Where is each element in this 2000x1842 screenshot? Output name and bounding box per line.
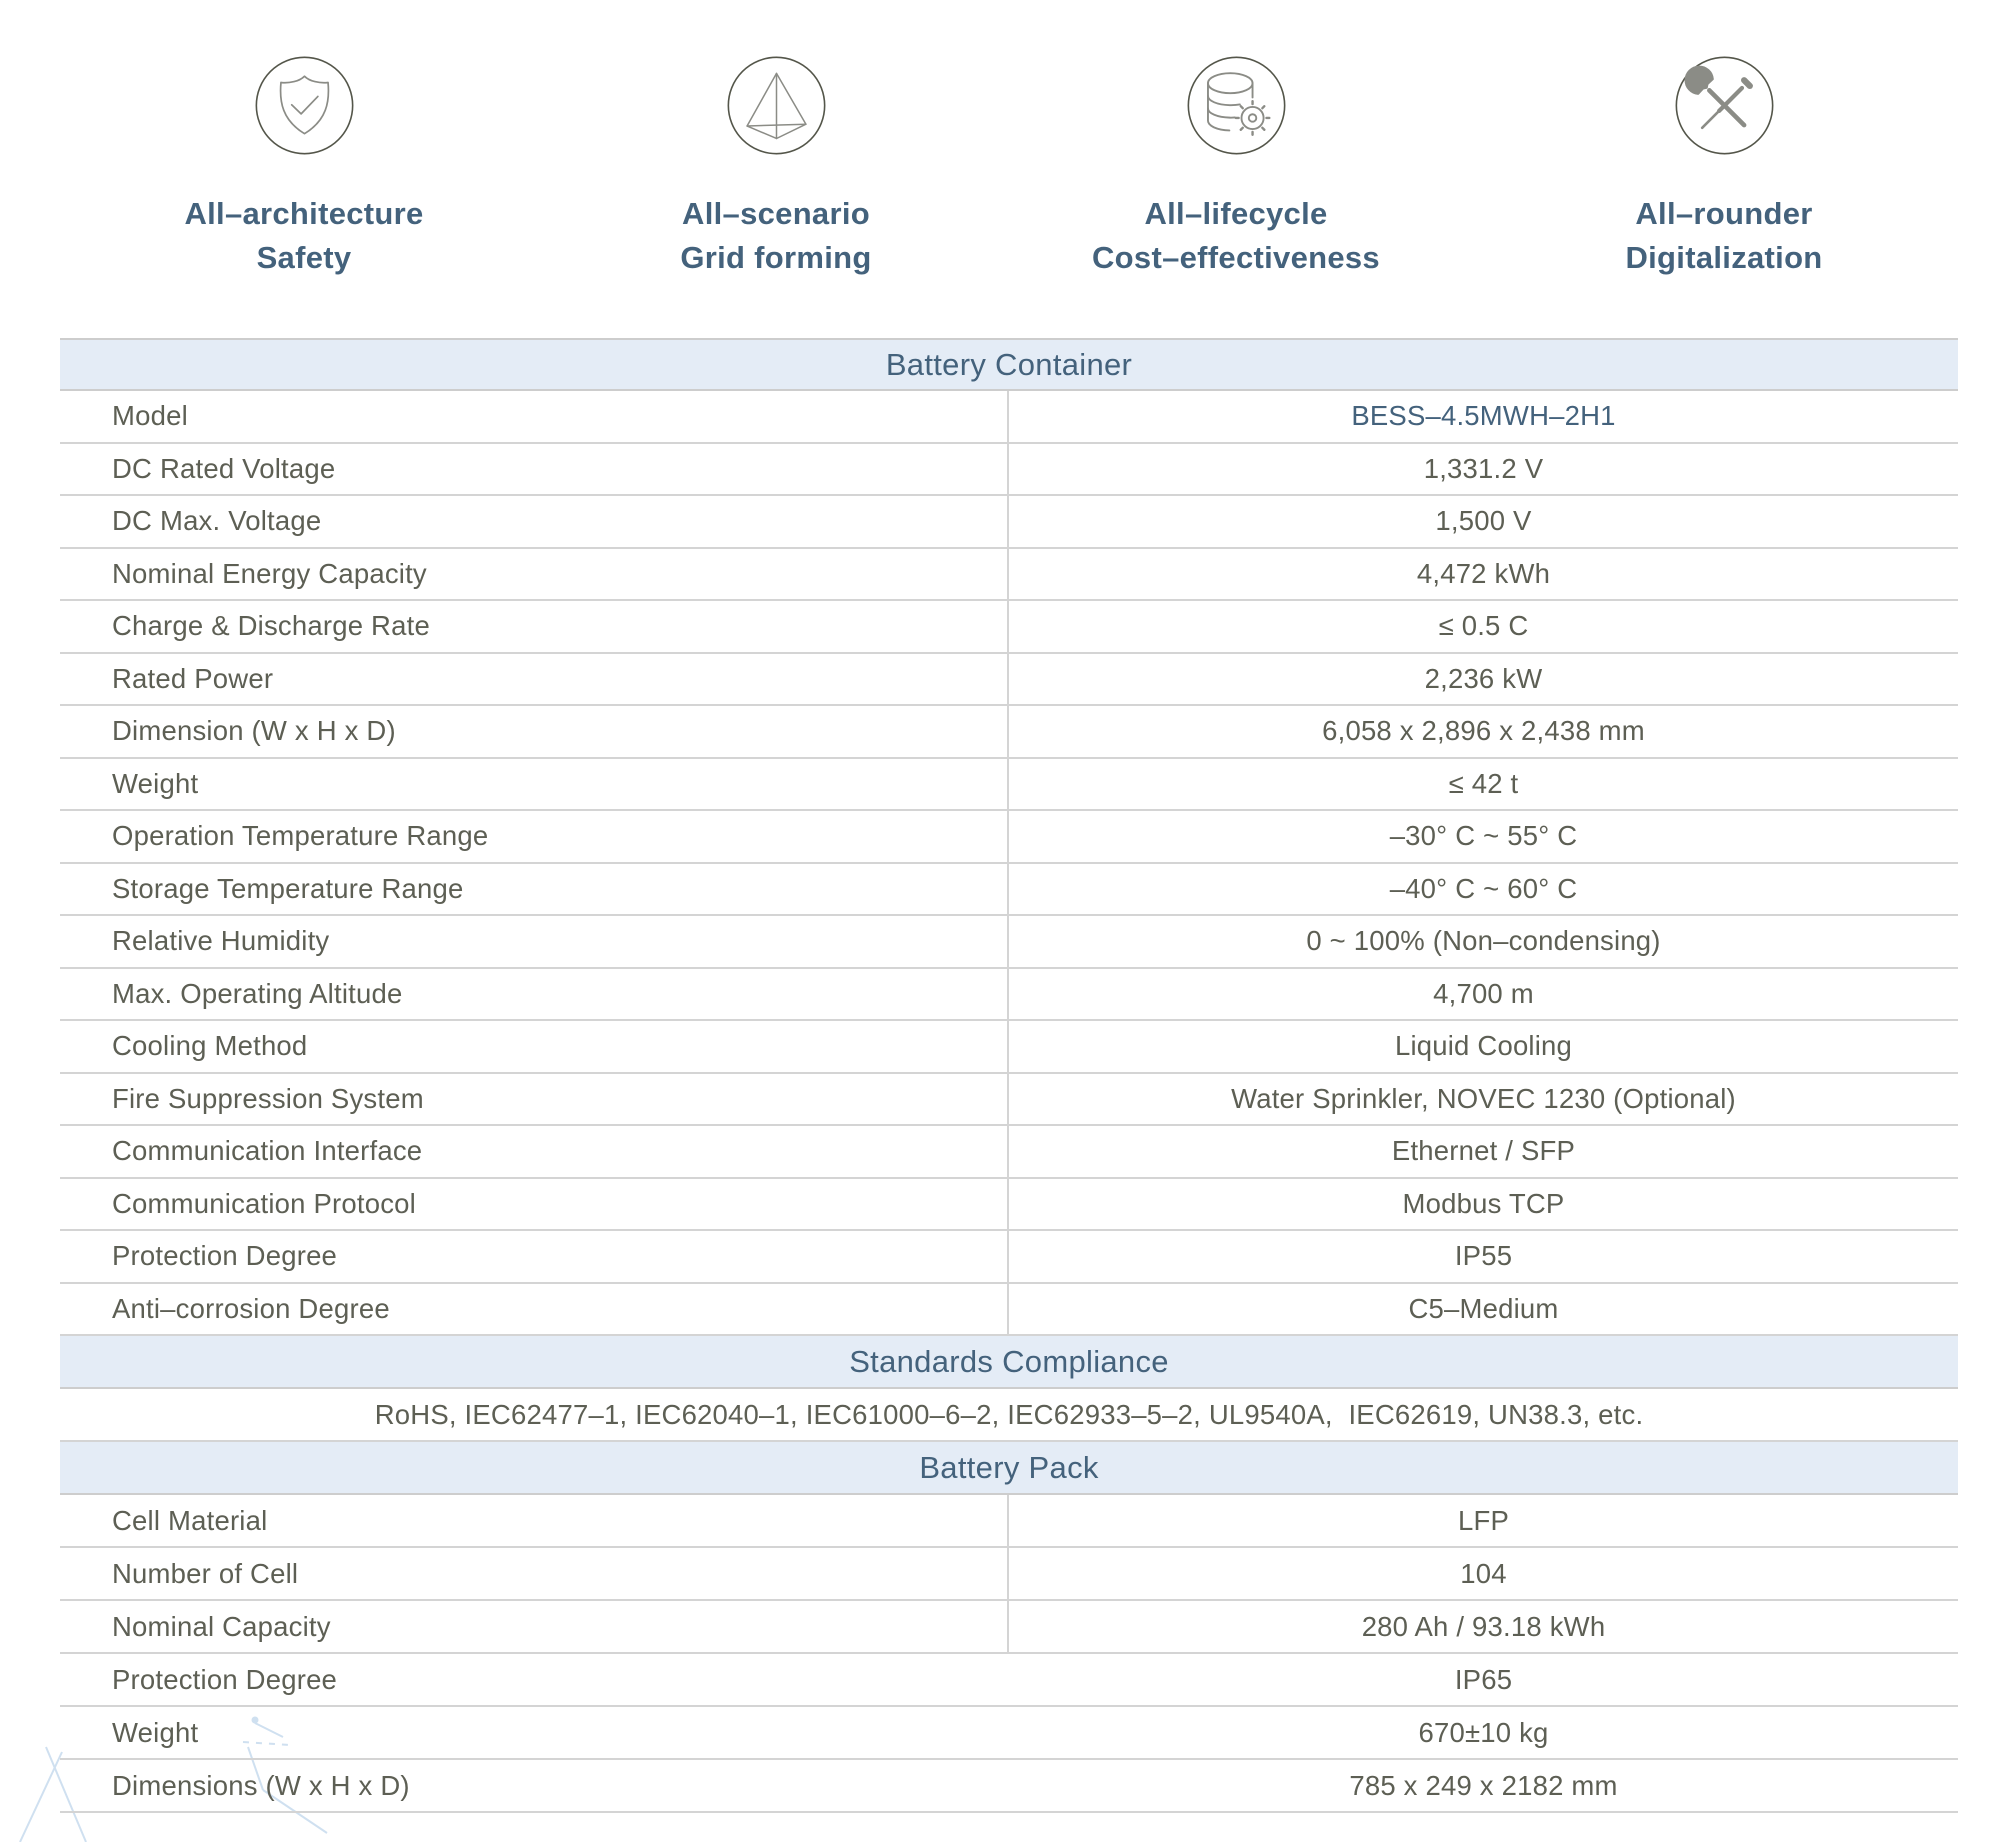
feature-all-rounder-digitalization — [1484, 52, 1964, 280]
table-row — [60, 916, 1958, 969]
spec-label: Protection Degree — [112, 1663, 338, 1695]
spec-value: ≤ 42 t — [1448, 767, 1519, 799]
spec-label: Cell Material — [60, 1495, 1009, 1546]
spec-label: Nominal Energy Capacity — [60, 549, 1009, 600]
table-row — [60, 864, 1958, 917]
database-gear-icon — [1183, 52, 1290, 159]
spec-label: Anti–corrosion Degree — [60, 1284, 1009, 1335]
feature-title-line1: All–architecture — [184, 196, 424, 231]
table-row — [60, 391, 1958, 444]
spec-value: 1,331.2 V — [1423, 452, 1544, 484]
spec-value: Ethernet / SFP — [1391, 1135, 1576, 1167]
spec-value: Modbus TCP — [1402, 1187, 1565, 1219]
spec-value: Liquid Cooling — [1394, 1030, 1573, 1062]
table-row — [60, 1654, 1958, 1707]
spec-value: 1,500 V — [1435, 505, 1532, 537]
table-row — [60, 1179, 1958, 1232]
table-row — [60, 1707, 1958, 1760]
spec-value: 6,058 x 2,896 x 2,438 mm — [1322, 715, 1645, 747]
spec-label: Rated Power — [60, 654, 1009, 705]
feature-title-line2: Grid forming — [680, 240, 872, 275]
spec-value: 4,700 m — [1433, 977, 1534, 1009]
spec-label: Dimensions (W x H x D) — [112, 1769, 410, 1801]
table-row — [60, 811, 1958, 864]
spec-table — [60, 338, 1958, 1813]
spec-value: 280 Ah / 93.18 kWh — [1361, 1610, 1606, 1642]
table-row — [60, 654, 1958, 707]
feature-all-architecture-safety — [64, 52, 544, 280]
spec-label: DC Rated Voltage — [60, 444, 1009, 495]
spec-value: IP55 — [1454, 1240, 1513, 1272]
spec-label: Protection Degree — [60, 1231, 1009, 1282]
feature-strip — [0, 0, 2000, 338]
shield-check-icon — [251, 52, 358, 159]
spec-label: Nominal Capacity — [60, 1601, 1009, 1652]
spec-value: ≤ 0.5 C — [1438, 610, 1529, 642]
feature-title-line1: All–rounder — [1635, 196, 1813, 231]
spec-value: 0 ~ 100% (Non–condensing) — [1306, 925, 1661, 957]
spec-label: Charge & Discharge Rate — [60, 601, 1009, 652]
spec-label: Communication Interface — [60, 1126, 1009, 1177]
table-row — [60, 496, 1958, 549]
spec-label: Model — [60, 391, 1009, 442]
feature-title-line1: All–lifecycle — [1144, 196, 1328, 231]
spec-label: DC Max. Voltage — [60, 496, 1009, 547]
tools-icon — [1671, 52, 1778, 159]
feature-title-line2: Digitalization — [1625, 240, 1823, 275]
section-header: Battery Pack — [60, 1442, 1958, 1495]
table-row — [60, 706, 1958, 759]
spec-label: Storage Temperature Range — [60, 864, 1009, 915]
table-row — [60, 1284, 1958, 1337]
section-header: Standards Compliance — [60, 1336, 1958, 1389]
spec-value: 785 x 249 x 2182 mm — [1349, 1769, 1618, 1801]
table-row — [60, 1495, 1958, 1548]
feature-title-line1: All–scenario — [682, 196, 870, 231]
spec-label: Cooling Method — [60, 1021, 1009, 1072]
spec-label: Communication Protocol — [60, 1179, 1009, 1230]
table-row — [60, 1760, 1958, 1813]
table-row — [60, 1126, 1958, 1179]
spec-value: 4,472 kWh — [1416, 557, 1551, 589]
spec-label: Dimension (W x H x D) — [60, 706, 1009, 757]
spec-label: Max. Operating Altitude — [60, 969, 1009, 1020]
spec-label: Fire Suppression System — [60, 1074, 1009, 1125]
table-row — [60, 1074, 1958, 1127]
table-row — [60, 1548, 1958, 1601]
spec-label: Weight — [112, 1716, 199, 1748]
spec-value: –40° C ~ 60° C — [1389, 872, 1578, 904]
spec-label: Number of Cell — [60, 1548, 1009, 1599]
table-row — [60, 1601, 1958, 1654]
spec-value: –30° C ~ 55° C — [1389, 820, 1578, 852]
spec-value: BESS–4.5MWH–2H1 — [1351, 400, 1616, 432]
spec-value: C5–Medium — [1408, 1292, 1559, 1324]
spec-value: LFP — [1457, 1504, 1510, 1536]
pyramid-icon — [723, 52, 830, 159]
spec-label: Relative Humidity — [60, 916, 1009, 967]
section-header: Battery Container — [60, 338, 1958, 391]
feature-all-lifecycle-cost-effectiveness — [996, 52, 1476, 280]
table-row — [60, 969, 1958, 1022]
spec-label: Weight — [60, 759, 1009, 810]
spec-value: 104 — [1460, 1557, 1507, 1589]
spec-value: 670±10 kg — [1418, 1716, 1549, 1748]
table-row — [60, 549, 1958, 602]
table-row — [60, 759, 1958, 812]
table-row — [60, 601, 1958, 654]
spec-label: Operation Temperature Range — [60, 811, 1009, 862]
feature-all-scenario-grid-forming — [536, 52, 1016, 280]
table-row — [60, 1231, 1958, 1284]
spec-value: Water Sprinkler, NOVEC 1230 (Optional) — [1231, 1082, 1736, 1114]
table-row — [60, 444, 1958, 497]
spec-value: 2,236 kW — [1424, 662, 1543, 694]
feature-title-line2: Cost–effectiveness — [1092, 240, 1380, 275]
spec-value: IP65 — [1454, 1663, 1513, 1695]
table-row — [60, 1021, 1958, 1074]
standards-compliance-text: RoHS, IEC62477–1, IEC62040–1, IEC61000–6–2, IEC62933–5–2, UL9540A, IEC62619, UN38.3, etc. — [60, 1389, 1958, 1442]
feature-title-line2: Safety — [256, 240, 352, 275]
